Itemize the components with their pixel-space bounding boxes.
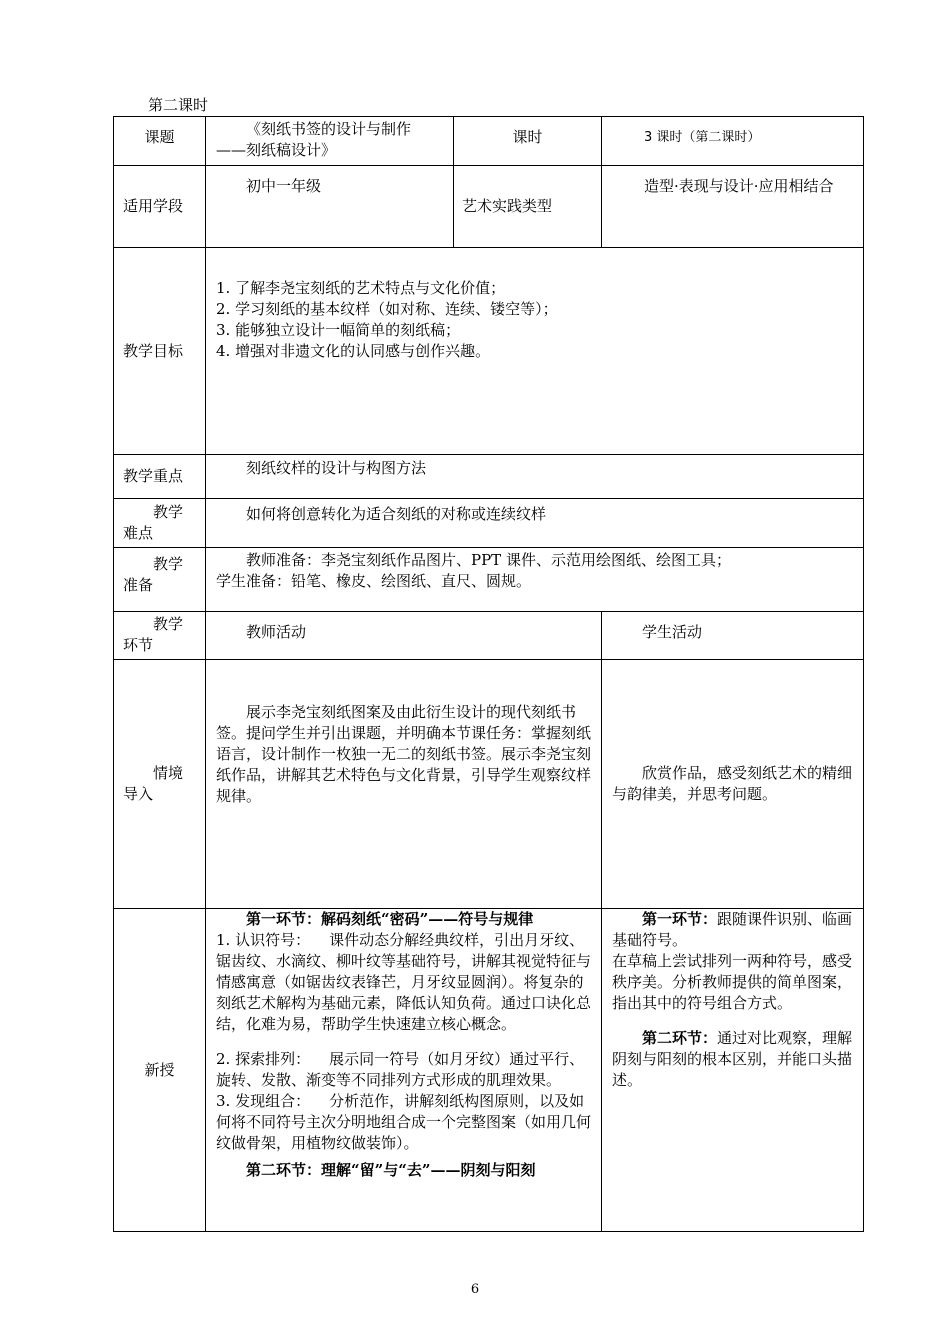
row-key-point [114, 455, 864, 499]
row-preparation [114, 548, 864, 612]
new-teaching-student-activity [602, 909, 864, 1232]
objective-item: 2. 学习刻纸的基本纹样（如对称、连续、镂空等）； [216, 300, 558, 318]
row-difficulty [114, 499, 864, 548]
student-activity-header: 学生活动 [602, 612, 864, 660]
preparation-label: 教学 准备 [114, 548, 206, 612]
difficulty-label: 教学 难点 [114, 499, 206, 548]
objectives-content [206, 248, 864, 455]
hours-label: 课时 [454, 117, 602, 166]
row-stage-header [114, 612, 864, 660]
student-section2: 第二环节：通过对比观察，理解阴刻与阳刻的根本区别，并能口头描述。 [612, 1029, 853, 1089]
student-preparation: 学生准备：铅笔、橡皮、绘图纸、直尺、圆规。 [216, 572, 532, 590]
hours-value: 3 课时（第二课时） [602, 117, 864, 166]
point1: 1. 认识符号： 课件动态分解经典纹样，引出月牙纹、锯齿纹、水滴纹、柳叶纹等基础符号，讲解其视觉特征与情感寓意（如锯齿纹表锋芒，月牙纹显圆润）。将复杂的刻纸艺术解构为基础元素，降低认知负荷。通过口诀化总结，化难为易，帮助学生快速建立核心概念。 [216, 931, 592, 1033]
stage-label: 教学 环节 [114, 612, 206, 660]
objectives-label: 教学目标 [114, 248, 206, 455]
practice-type-value: 造型·表现与设计·应用相结合 [602, 166, 864, 248]
key-point-value: 刻纸纹样的设计与构图方法 [206, 455, 864, 499]
topic-title-line2: ——刻纸稿设计》 [216, 141, 337, 159]
topic-label: 课题 [114, 117, 206, 166]
topic-title-line1: 《刻纸书签的设计与制作 [246, 120, 412, 138]
teacher-activity-header: 教师活动 [206, 612, 602, 660]
intro-student-activity: 欣赏作品，感受刻纸艺术的精细与韵律美，并思考问题。 [602, 660, 864, 909]
objective-item: 3. 能够独立设计一幅简单的刻纸稿； [216, 321, 461, 339]
difficulty-value: 如何将创意转化为适合刻纸的对称或连续纹样 [206, 499, 864, 548]
new-teaching-teacher-activity [206, 909, 602, 1232]
section1-title: 第一环节：解码刻纸“密码”——符号与规律 [246, 910, 534, 928]
row-objectives [114, 248, 864, 455]
objectives-list [216, 278, 855, 362]
objective-item: 1. 了解李尧宝刻纸的艺术特点与文化价值； [216, 279, 506, 297]
point3: 3. 发现组合： 分析范作，讲解刻纸构图原则，以及如何将不同符号主次分明地组合成一个完整图案（如用几何纹做骨架，用植物纹做装饰）。 [216, 1092, 592, 1152]
intro-teacher-activity: 展示李尧宝刻纸图案及由此衍生设计的现代刻纸书签。提问学生并引出课题，并明确本节课任务：掌握刻纸语言，设计制作一枚独一无二的刻纸书签。展示李尧宝刻纸作品，讲解其艺术特色与文化背景，引导学生观察纹样规律。 [206, 660, 602, 909]
grade-value: 初中一年级 [206, 166, 454, 248]
student-section1: 第一环节：跟随课件识别、临画基础符号。 [612, 910, 853, 949]
practice-type-label: 艺术实践类型 [454, 166, 602, 248]
grade-label: 适用学段 [114, 166, 206, 248]
preparation-content [206, 548, 864, 612]
new-teaching-label: 新授 [114, 909, 206, 1232]
lesson-plan-table [113, 116, 864, 1232]
row-situation-intro [114, 660, 864, 909]
row-new-teaching [114, 909, 864, 1232]
intro-label: 情境 导入 [114, 660, 206, 909]
student-section1-detail: 在草稿上尝试排列一两种符号，感受秩序美。分析教师提供的简单图案，指出其中的符号组合方式。 [612, 952, 853, 1012]
objective-item: 4. 增强对非遗文化的认同感与创作兴趣。 [216, 342, 491, 360]
topic-title [206, 117, 454, 166]
point2: 2. 探索排列： 展示同一符号（如月牙纹）通过平行、旋转、发散、渐变等不同排列方式形成的肌理效果。 [216, 1050, 585, 1089]
page-number: 6 [470, 1282, 480, 1297]
teacher-preparation: 教师准备：李尧宝刻纸作品图片、PPT 课件、示范用绘图纸、绘图工具； [246, 551, 731, 569]
lesson-period-label: 第二课时 [148, 96, 209, 114]
section2-title: 第二环节：理解“留”与“去”——阴刻与阳刻 [246, 1161, 536, 1179]
row-grade [114, 166, 864, 248]
key-point-label: 教学重点 [114, 455, 206, 499]
row-topic [114, 117, 864, 166]
